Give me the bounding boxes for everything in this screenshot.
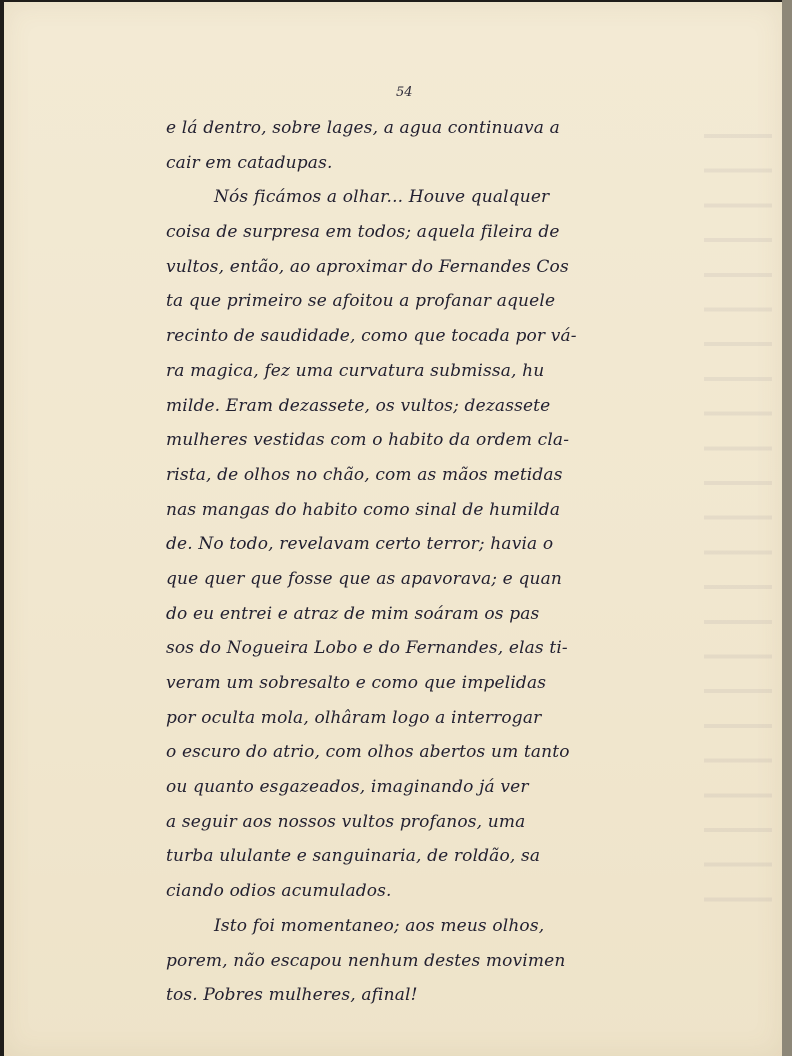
text-line: que quer que fosse que as apavorava; e quan: [166, 568, 562, 589]
text-line: mulheres vestidas com o habito da ordem cla-: [166, 430, 570, 451]
page-edge-shadow: [782, 0, 792, 1056]
text-line: turba ululante e sanguinaria, de roldão, sa: [166, 846, 541, 867]
text-line: ra magica, fez uma curvatura submissa, hu: [166, 360, 545, 381]
text-line: de. No todo, revelavam certo terror; havia o: [166, 534, 554, 555]
text-line: rista, de olhos no chão, com as mãos metidas: [166, 464, 563, 485]
handwritten-text: [166, 111, 678, 1013]
text-line: coisa de surpresa em todos; aquela fileira de: [166, 222, 560, 243]
text-line: vultos, então, ao aproximar do Fernandes Cos: [166, 256, 569, 277]
text-line: Nós ficámos a olhar... Houve qualquer: [214, 187, 550, 208]
text-line: a seguir aos nossos vultos profanos, uma: [166, 811, 526, 832]
text-line: ta que primeiro se afoitou a profanar aquele: [166, 291, 556, 312]
text-line: tos. Pobres mulheres, afinal!: [166, 985, 418, 1006]
text-line: nas mangas do habito como sinal de humilda: [166, 499, 561, 520]
text-line: porem, não escapou nenhum destes movimen: [166, 950, 566, 971]
text-line: por oculta mola, olhâram logo a interrogar: [166, 707, 542, 728]
text-line: ou quanto esgazeados, imaginando já ver: [166, 777, 529, 798]
text-line: recinto de saudidade, como que tocada por vá-: [166, 326, 577, 347]
text-line: Isto foi momentaneo; aos meus olhos,: [214, 915, 545, 936]
text-line: cair em catadupas.: [166, 152, 333, 173]
text-line: sos do Nogueira Lobo e do Fernandes, elas ti-: [166, 638, 568, 659]
bleed-through-shadow: [704, 112, 772, 932]
text-line: milde. Eram dezassete, os vultos; dezassete: [166, 395, 551, 416]
text-line: e lá dentro, sobre lages, a agua continuava a: [166, 118, 560, 138]
page-number: 54: [396, 85, 413, 100]
text-line: do eu entrei e atraz de mim soáram os pas: [166, 603, 540, 624]
text-line: o escuro do atrio, com olhos abertos um tanto: [166, 742, 570, 763]
text-line: ciando odios acumulados.: [166, 881, 392, 902]
text-line: veram um sobresalto e como que impelidas: [166, 673, 547, 693]
